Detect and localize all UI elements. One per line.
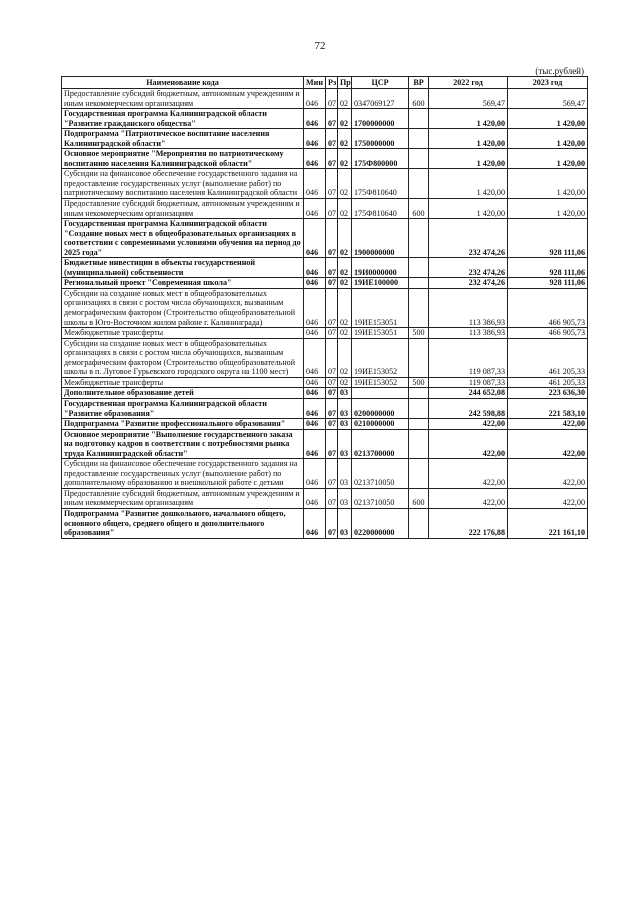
table-row bbox=[62, 199, 588, 219]
cell-min: 046 bbox=[304, 508, 326, 538]
cell-2022: 422,00 bbox=[429, 459, 508, 489]
cell-vr bbox=[409, 109, 429, 129]
table-header-row bbox=[62, 77, 588, 89]
cell-vr bbox=[409, 388, 429, 399]
table-row bbox=[62, 419, 588, 430]
cell-pr: 02 bbox=[338, 278, 352, 289]
cell-csr: 19ИЕ153052 bbox=[352, 377, 409, 388]
cell-vr: 500 bbox=[409, 328, 429, 339]
column-header-2023: 2023 год bbox=[508, 77, 588, 89]
cell-name: Предоставление субсидий бюджетным, автономным учреждениям и иным некоммерческим организациям bbox=[62, 199, 304, 219]
cell-rz: 07 bbox=[326, 169, 338, 199]
cell-2022: 1 420,00 bbox=[429, 129, 508, 149]
cell-vr bbox=[409, 459, 429, 489]
cell-pr: 03 bbox=[338, 398, 352, 418]
cell-2023: 569,47 bbox=[508, 89, 588, 109]
cell-2023: 1 420,00 bbox=[508, 169, 588, 199]
cell-min: 046 bbox=[304, 338, 326, 377]
cell-rz: 07 bbox=[326, 149, 338, 169]
column-header-csr: ЦСР bbox=[352, 77, 409, 89]
table-row bbox=[62, 169, 588, 199]
cell-name: Предоставление субсидий бюджетным, автономным учреждениям и иным некоммерческим организациям bbox=[62, 89, 304, 109]
table-row bbox=[62, 258, 588, 278]
cell-vr bbox=[409, 338, 429, 377]
cell-rz: 07 bbox=[326, 258, 338, 278]
cell-csr: 0213710050 bbox=[352, 459, 409, 489]
cell-csr: 0220000000 bbox=[352, 508, 409, 538]
cell-2022: 1 420,00 bbox=[429, 199, 508, 219]
cell-min: 046 bbox=[304, 278, 326, 289]
cell-name: Государственная программа Калининградской области "Развитие гражданского общества" bbox=[62, 109, 304, 129]
cell-2023: 422,00 bbox=[508, 488, 588, 508]
table-row bbox=[62, 219, 588, 258]
column-header-name: Наименование кода bbox=[62, 77, 304, 89]
cell-2022: 222 176,88 bbox=[429, 508, 508, 538]
cell-min: 046 bbox=[304, 398, 326, 418]
cell-2022: 113 386,93 bbox=[429, 328, 508, 339]
cell-name: Межбюджетные трансферты bbox=[62, 328, 304, 339]
cell-pr: 02 bbox=[338, 288, 352, 327]
cell-pr: 02 bbox=[338, 199, 352, 219]
cell-pr: 02 bbox=[338, 338, 352, 377]
cell-2022: 1 420,00 bbox=[429, 169, 508, 199]
cell-name: Бюджетные инвестиции в объекты государственной (муниципальной) собственности bbox=[62, 258, 304, 278]
column-header-pr: Пр bbox=[338, 77, 352, 89]
table-row bbox=[62, 377, 588, 388]
cell-2022: 242 598,88 bbox=[429, 398, 508, 418]
cell-2023: 422,00 bbox=[508, 429, 588, 459]
cell-min: 046 bbox=[304, 388, 326, 399]
cell-2023: 1 420,00 bbox=[508, 109, 588, 129]
cell-vr bbox=[409, 278, 429, 289]
cell-pr: 03 bbox=[338, 419, 352, 430]
cell-vr bbox=[409, 398, 429, 418]
cell-vr: 600 bbox=[409, 89, 429, 109]
cell-csr: 175Ф810640 bbox=[352, 199, 409, 219]
page-number: 72 bbox=[314, 40, 326, 52]
table-row bbox=[62, 89, 588, 109]
cell-2022: 422,00 bbox=[429, 488, 508, 508]
cell-vr bbox=[409, 419, 429, 430]
cell-pr: 03 bbox=[338, 508, 352, 538]
cell-pr: 02 bbox=[338, 219, 352, 258]
cell-vr: 600 bbox=[409, 488, 429, 508]
cell-min: 046 bbox=[304, 258, 326, 278]
table-row bbox=[62, 459, 588, 489]
table-row bbox=[62, 278, 588, 289]
cell-2022: 232 474,26 bbox=[429, 278, 508, 289]
cell-pr: 02 bbox=[338, 328, 352, 339]
cell-rz: 07 bbox=[326, 459, 338, 489]
cell-vr: 600 bbox=[409, 199, 429, 219]
cell-2022: 119 087,33 bbox=[429, 377, 508, 388]
cell-name: Дополнительное образование детей bbox=[62, 388, 304, 399]
column-header-vr: ВР bbox=[409, 77, 429, 89]
cell-2022: 232 474,26 bbox=[429, 219, 508, 258]
table-row bbox=[62, 388, 588, 399]
cell-vr: 500 bbox=[409, 377, 429, 388]
cell-csr: 0210000000 bbox=[352, 419, 409, 430]
cell-csr: 19ИЕ153052 bbox=[352, 338, 409, 377]
table-row bbox=[62, 109, 588, 129]
cell-2023: 928 111,06 bbox=[508, 219, 588, 258]
cell-csr: 19И0000000 bbox=[352, 258, 409, 278]
cell-csr: 19ИЕ153051 bbox=[352, 328, 409, 339]
cell-min: 046 bbox=[304, 129, 326, 149]
cell-2023: 1 420,00 bbox=[508, 129, 588, 149]
cell-min: 046 bbox=[304, 219, 326, 258]
cell-min: 046 bbox=[304, 377, 326, 388]
cell-rz: 07 bbox=[326, 377, 338, 388]
cell-vr bbox=[409, 169, 429, 199]
cell-min: 046 bbox=[304, 199, 326, 219]
cell-rz: 07 bbox=[326, 419, 338, 430]
cell-rz: 07 bbox=[326, 388, 338, 399]
cell-2023: 1 420,00 bbox=[508, 199, 588, 219]
table-row bbox=[62, 488, 588, 508]
cell-2023: 928 111,06 bbox=[508, 258, 588, 278]
cell-2022: 1 420,00 bbox=[429, 109, 508, 129]
cell-vr bbox=[409, 429, 429, 459]
cell-2023: 221 161,10 bbox=[508, 508, 588, 538]
cell-2023: 928 111,06 bbox=[508, 278, 588, 289]
cell-name: Основное мероприятие "Мероприятия по патриотическому воспитанию населения Калининградской области" bbox=[62, 149, 304, 169]
cell-name: Подпрограмма "Патриотическое воспитание населения Калининградской области" bbox=[62, 129, 304, 149]
cell-rz: 07 bbox=[326, 89, 338, 109]
budget-table bbox=[61, 76, 588, 539]
cell-2023: 461 205,33 bbox=[508, 377, 588, 388]
cell-pr: 02 bbox=[338, 258, 352, 278]
cell-rz: 07 bbox=[326, 488, 338, 508]
cell-min: 046 bbox=[304, 488, 326, 508]
cell-vr bbox=[409, 149, 429, 169]
cell-min: 046 bbox=[304, 429, 326, 459]
cell-csr: 1750000000 bbox=[352, 129, 409, 149]
cell-min: 046 bbox=[304, 419, 326, 430]
cell-2022: 119 087,33 bbox=[429, 338, 508, 377]
column-header-rz: Рз bbox=[326, 77, 338, 89]
cell-2022: 422,00 bbox=[429, 419, 508, 430]
cell-vr bbox=[409, 129, 429, 149]
cell-csr: 1900000000 bbox=[352, 219, 409, 258]
cell-name: Субсидии на финансовое обеспечение государственного задания на предоставление государственных услуг (выполнение работ) по патриотическому воспитанию населения Калининградской области bbox=[62, 169, 304, 199]
cell-2022: 232 474,26 bbox=[429, 258, 508, 278]
cell-pr: 03 bbox=[338, 429, 352, 459]
cell-name: Субсидии на создание новых мест в общеобразовательных организациях в связи с ростом числа обучающихся, вызванным демографическим фактором (Строительство общеобразовательной школы в п. Луговое Гурьевского городского округа на 1100 мест) bbox=[62, 338, 304, 377]
cell-rz: 07 bbox=[326, 129, 338, 149]
cell-2023: 466 905,73 bbox=[508, 288, 588, 327]
cell-vr bbox=[409, 288, 429, 327]
cell-pr: 02 bbox=[338, 169, 352, 199]
cell-rz: 07 bbox=[326, 398, 338, 418]
cell-2023: 466 905,73 bbox=[508, 328, 588, 339]
cell-pr: 03 bbox=[338, 388, 352, 399]
cell-vr bbox=[409, 258, 429, 278]
cell-2022: 569,47 bbox=[429, 89, 508, 109]
cell-csr: 0200000000 bbox=[352, 398, 409, 418]
table-row bbox=[62, 149, 588, 169]
table-body bbox=[62, 89, 588, 539]
cell-rz: 07 bbox=[326, 508, 338, 538]
cell-2022: 244 652,08 bbox=[429, 388, 508, 399]
cell-csr: 0213700000 bbox=[352, 429, 409, 459]
cell-rz: 07 bbox=[326, 219, 338, 258]
cell-name: Субсидии на финансовое обеспечение государственного задания на предоставление государственных услуг (выполнение работ) по дополнительному образованию и внешкольной работе с детьми bbox=[62, 459, 304, 489]
table-row bbox=[62, 398, 588, 418]
cell-name: Межбюджетные трансферты bbox=[62, 377, 304, 388]
cell-pr: 03 bbox=[338, 459, 352, 489]
table-row bbox=[62, 338, 588, 377]
cell-name: Субсидии на создание новых мест в общеобразовательных организациях в связи с ростом числа обучающихся, вызванным демографическим фактором (Строительство общеобразовательной школы в Юго-Восточном жилом районе г. Калининграда) bbox=[62, 288, 304, 327]
cell-csr: 19ИЕ153051 bbox=[352, 288, 409, 327]
cell-pr: 02 bbox=[338, 149, 352, 169]
cell-csr bbox=[352, 388, 409, 399]
cell-csr: 0347069127 bbox=[352, 89, 409, 109]
cell-2022: 113 386,93 bbox=[429, 288, 508, 327]
cell-name: Подпрограмма "Развитие дошкольного, начального общего, основного общего, среднего общего и дополнительного образования" bbox=[62, 508, 304, 538]
cell-csr: 0213710050 bbox=[352, 488, 409, 508]
cell-2023: 422,00 bbox=[508, 419, 588, 430]
cell-vr bbox=[409, 508, 429, 538]
cell-csr: 175Ф810640 bbox=[352, 169, 409, 199]
table-row bbox=[62, 288, 588, 327]
cell-pr: 02 bbox=[338, 377, 352, 388]
cell-rz: 07 bbox=[326, 429, 338, 459]
cell-2023: 221 583,10 bbox=[508, 398, 588, 418]
cell-min: 046 bbox=[304, 328, 326, 339]
cell-2023: 422,00 bbox=[508, 459, 588, 489]
table-row bbox=[62, 429, 588, 459]
cell-rz: 07 bbox=[326, 278, 338, 289]
cell-pr: 02 bbox=[338, 89, 352, 109]
cell-name: Основное мероприятие "Выполнение государственного заказа на подготовку кадров в соответствии с потребностями рынка труда Калининградской области" bbox=[62, 429, 304, 459]
table-row bbox=[62, 129, 588, 149]
cell-min: 046 bbox=[304, 109, 326, 129]
cell-min: 046 bbox=[304, 149, 326, 169]
cell-rz: 07 bbox=[326, 109, 338, 129]
cell-vr bbox=[409, 219, 429, 258]
cell-csr: 19ИЕ100000 bbox=[352, 278, 409, 289]
cell-min: 046 bbox=[304, 288, 326, 327]
cell-min: 046 bbox=[304, 169, 326, 199]
cell-pr: 02 bbox=[338, 109, 352, 129]
cell-2023: 461 205,33 bbox=[508, 338, 588, 377]
cell-min: 046 bbox=[304, 459, 326, 489]
cell-name: Государственная программа Калининградской области "Создание новых мест в общеобразовательных организациях в соответствии с современными условиями обучения на период до 2025 года" bbox=[62, 219, 304, 258]
cell-name: Региональный проект "Современная школа" bbox=[62, 278, 304, 289]
table-row bbox=[62, 328, 588, 339]
cell-2023: 223 636,30 bbox=[508, 388, 588, 399]
column-header-min: Мин bbox=[304, 77, 326, 89]
cell-2022: 1 420,00 bbox=[429, 149, 508, 169]
column-header-2022: 2022 год bbox=[429, 77, 508, 89]
cell-2023: 1 420,00 bbox=[508, 149, 588, 169]
cell-2022: 422,00 bbox=[429, 429, 508, 459]
cell-pr: 02 bbox=[338, 129, 352, 149]
cell-pr: 03 bbox=[338, 488, 352, 508]
cell-rz: 07 bbox=[326, 338, 338, 377]
cell-name: Государственная программа Калининградской области "Развитие образования" bbox=[62, 398, 304, 418]
units-label: (тыс.рублей) bbox=[535, 66, 584, 76]
cell-rz: 07 bbox=[326, 199, 338, 219]
cell-name: Подпрограмма "Развитие профессионального образования" bbox=[62, 419, 304, 430]
cell-name: Предоставление субсидий бюджетным, автономным учреждениям и иным некоммерческим организациям bbox=[62, 488, 304, 508]
cell-min: 046 bbox=[304, 89, 326, 109]
table-row bbox=[62, 508, 588, 538]
cell-csr: 1700000000 bbox=[352, 109, 409, 129]
cell-rz: 07 bbox=[326, 288, 338, 327]
cell-csr: 175Ф800000 bbox=[352, 149, 409, 169]
cell-rz: 07 bbox=[326, 328, 338, 339]
